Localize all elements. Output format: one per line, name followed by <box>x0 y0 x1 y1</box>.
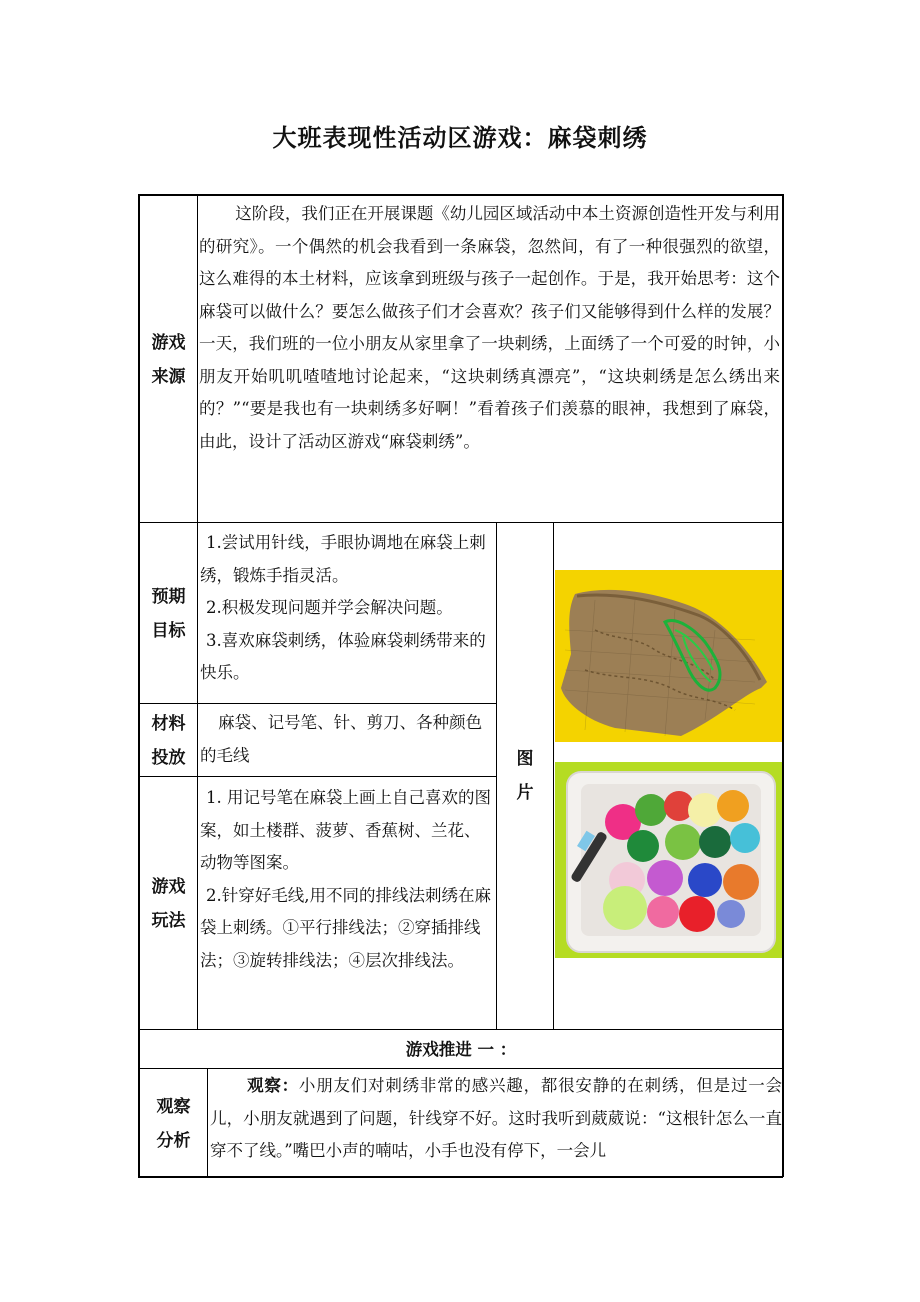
observe-lead: 观察： <box>246 1076 299 1095</box>
observe-text <box>210 1070 782 1168</box>
source-text: 这阶段，我们正在开展课题《幼儿园区域活动中本土资源创造性开发与利用的研究》。一个偶然的机会我看到一条麻袋，忽然间，有了一种很强烈的欲望，这么难得的本土材料，应该拿到班级与孩子一起创作。于是，我开始思考：这个麻袋可以做什么？要怎么做孩子们才会喜欢？孩子们又能够得到什么样的发展？一天，我们班的一位小朋友从家里拿了一块刺绣，上面绣了一个可爱的时钟，小朋友开始叽叽喳喳地讨论起来，“这块刺绣真漂亮”，“这块刺绣是怎么绣出来的？”“要是我也有一块刺绣多好啊！”看着孩子们羡慕的眼神，我想到了麻袋，由此，设计了活动区游戏“麻袋刺绣”。 <box>199 204 780 451</box>
observe-body: 小朋友们对刺绣非常的感兴趣，都很安静的在刺绣，但是过一会儿，小朋友就遇到了问题，针线穿不好。这时我听到葳葳说：“这根针怎么一直穿不了线。”嘴巴小声的喃咕，小手也没有停下，一会儿 <box>210 1076 783 1160</box>
play-label: 游戏 玩法 <box>151 877 186 931</box>
play-text <box>200 782 496 977</box>
play-item-1: 1. 用记号笔在麻袋上画上自己喜欢的图案，如土楼群、菠萝、香蕉树、兰花、动物等图案。 <box>200 788 491 872</box>
burlap-embroidery-photo <box>555 570 782 742</box>
goal-item-1: 1.尝试用针线，手眼协调地在麻袋上刺绣，锻炼手指灵活。 <box>200 533 486 585</box>
page-title: 大班表现性活动区游戏：麻袋刺绣 <box>272 124 648 152</box>
goals-label: 预期 目标 <box>151 587 186 641</box>
picture-label: 图 片 <box>516 749 534 803</box>
progress-heading: 游戏推进 一 ： <box>405 1040 517 1059</box>
observe-label: 观察 分析 <box>156 1097 191 1151</box>
goal-item-2: 2.积极发现问题并学会解决问题。 <box>206 598 453 617</box>
play-item-2: 2.针穿好毛线,用不同的排线法刺绣在麻袋上刺绣。①平行排线法；②穿插排线法；③旋转排线法；④层次排线法。 <box>200 885 491 970</box>
goals-text <box>200 527 496 690</box>
materials-text: 麻袋、记号笔、针、剪刀、各种颜色的毛线 <box>200 713 483 765</box>
source-label: 游戏 来源 <box>151 333 186 387</box>
goal-item-3: 3.喜欢麻袋刺绣，体验麻袋刺绣带来的快乐。 <box>200 630 486 682</box>
yarn-box-photo <box>555 762 782 958</box>
materials-label: 材料 投放 <box>151 714 186 768</box>
